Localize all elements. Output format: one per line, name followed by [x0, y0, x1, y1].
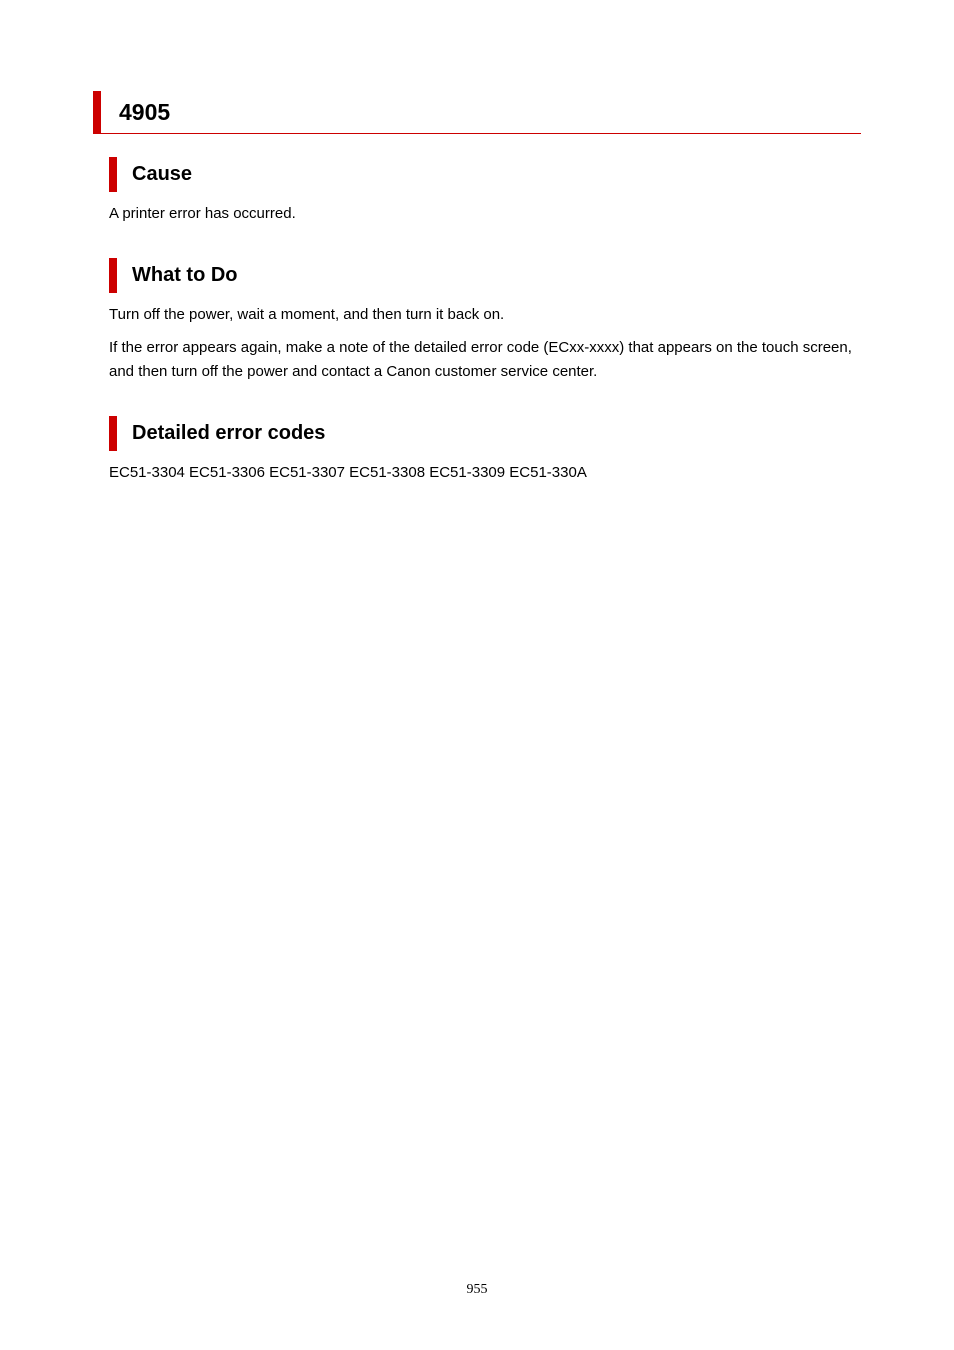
section-title-what-to-do: What to Do — [132, 264, 238, 286]
section-title-detailed-error-codes: Detailed error codes — [132, 422, 326, 444]
section-accent-bar — [109, 157, 117, 192]
what-to-do-text-2: If the error appears again, make a note of the detailed error code (ECxx-xxxx) that appears on the touch screen, and then turn off the power and contact a Canon customer service center. — [109, 339, 852, 380]
page-title-header — [93, 91, 861, 134]
error-codes-list: EC51-3304 EC51-3306 EC51-3307 EC51-3308 EC51-3309 EC51-330A — [109, 464, 587, 481]
title-accent-bar — [93, 91, 101, 133]
cause-text: A printer error has occurred. — [109, 205, 296, 222]
page-number: 955 — [466, 1282, 488, 1297]
section-accent-bar — [109, 258, 117, 293]
what-to-do-text-1: Turn off the power, wait a moment, and then turn it back on. — [109, 306, 505, 323]
section-title-cause: Cause — [132, 163, 193, 185]
page-title: 4905 — [119, 99, 171, 125]
section-accent-bar — [109, 416, 117, 451]
